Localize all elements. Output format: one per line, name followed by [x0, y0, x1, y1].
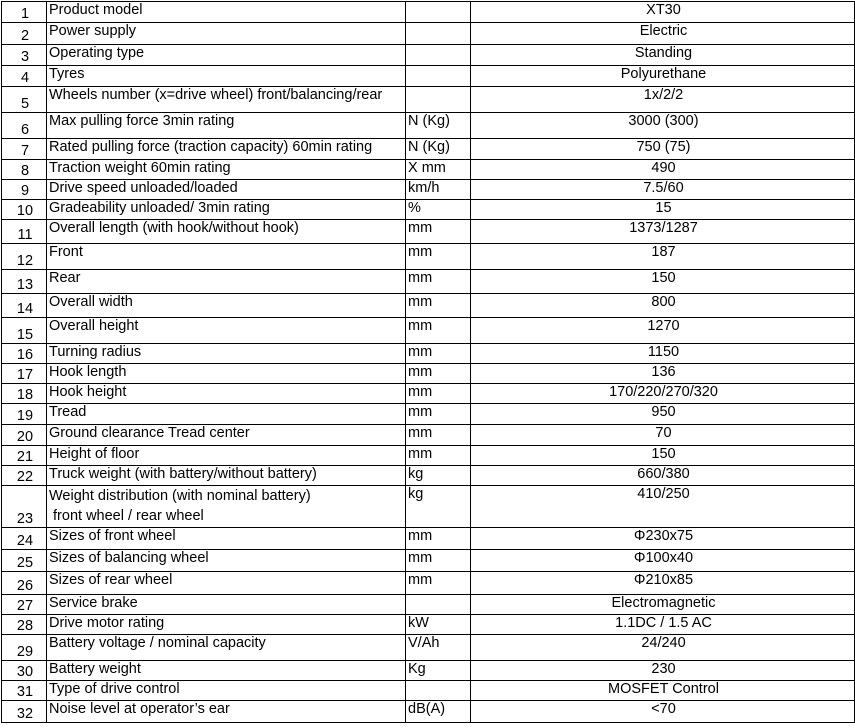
table-row — [2, 318, 855, 344]
parameter-unit: km/h — [406, 180, 471, 200]
parameter-unit: kg — [406, 486, 471, 528]
row-number: 11 — [2, 220, 47, 244]
row-number: 7 — [2, 139, 47, 160]
row-number: 18 — [2, 384, 47, 404]
row-number: 6 — [2, 113, 47, 139]
table-row — [2, 220, 855, 244]
table-row — [2, 528, 855, 550]
parameter-name: Battery weight — [47, 661, 406, 681]
parameter-unit: mm — [406, 550, 471, 572]
parameter-value: 1.1DC / 1.5 AC — [471, 615, 855, 635]
parameter-value: 7.5/60 — [471, 180, 855, 200]
table-row — [2, 2, 855, 23]
parameter-value: 15 — [471, 200, 855, 220]
table-row — [2, 425, 855, 446]
parameter-unit: mm — [406, 344, 471, 364]
table-row — [2, 200, 855, 220]
row-number: 27 — [2, 595, 47, 615]
row-number: 15 — [2, 318, 47, 344]
parameter-name: Height of floor — [47, 446, 406, 466]
parameter-value: 1150 — [471, 344, 855, 364]
table-row — [2, 139, 855, 160]
parameter-value: <70 — [471, 701, 855, 723]
parameter-name: Service brake — [47, 595, 406, 615]
row-number: 23 — [2, 486, 47, 528]
parameter-value: 150 — [471, 270, 855, 294]
parameter-unit: mm — [406, 528, 471, 550]
parameter-unit: % — [406, 200, 471, 220]
row-number: 8 — [2, 160, 47, 180]
row-number: 25 — [2, 550, 47, 572]
parameter-value: 410/250 — [471, 486, 855, 528]
parameter-name: Sizes of front wheel — [47, 528, 406, 550]
parameter-value: 1270 — [471, 318, 855, 344]
parameter-name: Sizes of balancing wheel — [47, 550, 406, 572]
parameter-value: 3000 (300) — [471, 113, 855, 139]
row-number: 16 — [2, 344, 47, 364]
parameter-unit: mm — [406, 572, 471, 595]
row-number: 29 — [2, 635, 47, 661]
table-row — [2, 572, 855, 595]
row-number: 1 — [2, 2, 47, 23]
table-row — [2, 615, 855, 635]
table-row — [2, 384, 855, 404]
parameter-unit — [406, 45, 471, 66]
parameter-value: Electric — [471, 23, 855, 45]
parameter-name: Overall height — [47, 318, 406, 344]
table-row — [2, 344, 855, 364]
table-row — [2, 635, 855, 661]
parameter-unit: Kg — [406, 661, 471, 681]
parameter-name: Hook height — [47, 384, 406, 404]
table-row — [2, 180, 855, 200]
parameter-name: Hook length — [47, 364, 406, 384]
table-row — [2, 23, 855, 45]
parameter-name: Battery voltage / nominal capacity — [47, 635, 406, 661]
parameter-name: Noise level at operator’s ear — [47, 701, 406, 723]
row-number: 24 — [2, 528, 47, 550]
parameter-name: Ground clearance Tread center — [47, 425, 406, 446]
parameter-name: Product model — [47, 2, 406, 23]
table-row — [2, 45, 855, 66]
parameter-value: Standing — [471, 45, 855, 66]
parameter-value: MOSFET Control — [471, 681, 855, 701]
row-number: 32 — [2, 701, 47, 723]
parameter-unit: mm — [406, 384, 471, 404]
table-row — [2, 364, 855, 384]
parameter-unit — [406, 595, 471, 615]
parameter-value: 660/380 — [471, 466, 855, 486]
parameter-value: Φ230x75 — [471, 528, 855, 550]
table-row — [2, 466, 855, 486]
table-row — [2, 486, 855, 528]
table-row — [2, 160, 855, 180]
parameter-name: Type of drive control — [47, 681, 406, 701]
parameter-value: 1373/1287 — [471, 220, 855, 244]
parameter-unit: mm — [406, 220, 471, 244]
parameter-name: Drive speed unloaded/loaded — [47, 180, 406, 200]
row-number: 21 — [2, 446, 47, 466]
parameter-value: 150 — [471, 446, 855, 466]
row-number: 31 — [2, 681, 47, 701]
table-row — [2, 701, 855, 723]
parameter-name: Tread — [47, 404, 406, 425]
row-number: 26 — [2, 572, 47, 595]
parameter-value: 70 — [471, 425, 855, 446]
parameter-name: Wheels number (x=drive wheel) front/balancing/rear — [47, 87, 406, 113]
parameter-name: Overall width — [47, 294, 406, 318]
table-row — [2, 113, 855, 139]
parameter-unit: X mm — [406, 160, 471, 180]
row-number: 22 — [2, 466, 47, 486]
parameter-value: 24/240 — [471, 635, 855, 661]
parameter-unit: mm — [406, 318, 471, 344]
table-row — [2, 66, 855, 87]
table-row — [2, 270, 855, 294]
parameter-name: Gradeability unloaded/ 3min rating — [47, 200, 406, 220]
parameter-name: Max pulling force 3min rating — [47, 113, 406, 139]
row-number: 5 — [2, 87, 47, 113]
table-row — [2, 595, 855, 615]
parameter-unit: mm — [406, 270, 471, 294]
parameter-value: 490 — [471, 160, 855, 180]
parameter-unit: N (Kg) — [406, 139, 471, 160]
parameter-unit — [406, 2, 471, 23]
row-number: 14 — [2, 294, 47, 318]
parameter-value: 750 (75) — [471, 139, 855, 160]
table-row — [2, 661, 855, 681]
row-number: 4 — [2, 66, 47, 87]
parameter-name: Truck weight (with battery/without battery) — [47, 466, 406, 486]
row-number: 28 — [2, 615, 47, 635]
parameter-value: 230 — [471, 661, 855, 681]
parameter-unit: mm — [406, 244, 471, 270]
parameter-name: Rated pulling force (traction capacity) 60min rating — [47, 139, 406, 160]
row-number: 10 — [2, 200, 47, 220]
parameter-unit: mm — [406, 425, 471, 446]
parameter-value: 170/220/270/320 — [471, 384, 855, 404]
parameter-name: Sizes of rear wheel — [47, 572, 406, 595]
parameter-unit: kW — [406, 615, 471, 635]
parameter-value: Polyurethane — [471, 66, 855, 87]
parameter-unit: dB(A) — [406, 701, 471, 723]
row-number: 12 — [2, 244, 47, 270]
parameter-unit — [406, 23, 471, 45]
parameter-name: Power supply — [47, 23, 406, 45]
parameter-unit: mm — [406, 294, 471, 318]
parameter-unit — [406, 681, 471, 701]
table-row — [2, 446, 855, 466]
table-row — [2, 550, 855, 572]
parameter-unit: kg — [406, 466, 471, 486]
parameter-value: 1x/2/2 — [471, 87, 855, 113]
parameter-value: 187 — [471, 244, 855, 270]
row-number: 2 — [2, 23, 47, 45]
parameter-name: Rear — [47, 270, 406, 294]
parameter-name: Front — [47, 244, 406, 270]
parameter-name: Turning radius — [47, 344, 406, 364]
parameter-unit — [406, 66, 471, 87]
parameter-unit: V/Ah — [406, 635, 471, 661]
parameter-name: Tyres — [47, 66, 406, 87]
parameter-name: Overall length (with hook/without hook) — [47, 220, 406, 244]
parameter-value: Φ210x85 — [471, 572, 855, 595]
parameter-value: XT30 — [471, 2, 855, 23]
parameter-value: Φ100x40 — [471, 550, 855, 572]
parameter-name: Traction weight 60min rating — [47, 160, 406, 180]
table-row — [2, 681, 855, 701]
row-number: 13 — [2, 270, 47, 294]
parameter-unit: N (Kg) — [406, 113, 471, 139]
parameter-unit: mm — [406, 404, 471, 425]
parameter-unit — [406, 87, 471, 113]
parameter-value: 800 — [471, 294, 855, 318]
row-number: 17 — [2, 364, 47, 384]
parameter-name — [47, 486, 406, 528]
table-row — [2, 404, 855, 425]
parameter-name-line-2: front wheel / rear wheel — [49, 508, 204, 524]
parameter-value: 136 — [471, 364, 855, 384]
row-number: 3 — [2, 45, 47, 66]
table-row — [2, 87, 855, 113]
table-row — [2, 294, 855, 318]
specification-table — [1, 1, 855, 723]
row-number: 19 — [2, 404, 47, 425]
parameter-name: Operating type — [47, 45, 406, 66]
parameter-name: Drive motor rating — [47, 615, 406, 635]
parameter-value: Electromagnetic — [471, 595, 855, 615]
row-number: 20 — [2, 425, 47, 446]
row-number: 30 — [2, 661, 47, 681]
table-row — [2, 244, 855, 270]
row-number: 9 — [2, 180, 47, 200]
parameter-name-line-1: Weight distribution (with nominal battery) — [49, 488, 311, 504]
parameter-unit: mm — [406, 364, 471, 384]
parameter-value: 950 — [471, 404, 855, 425]
parameter-unit: mm — [406, 446, 471, 466]
